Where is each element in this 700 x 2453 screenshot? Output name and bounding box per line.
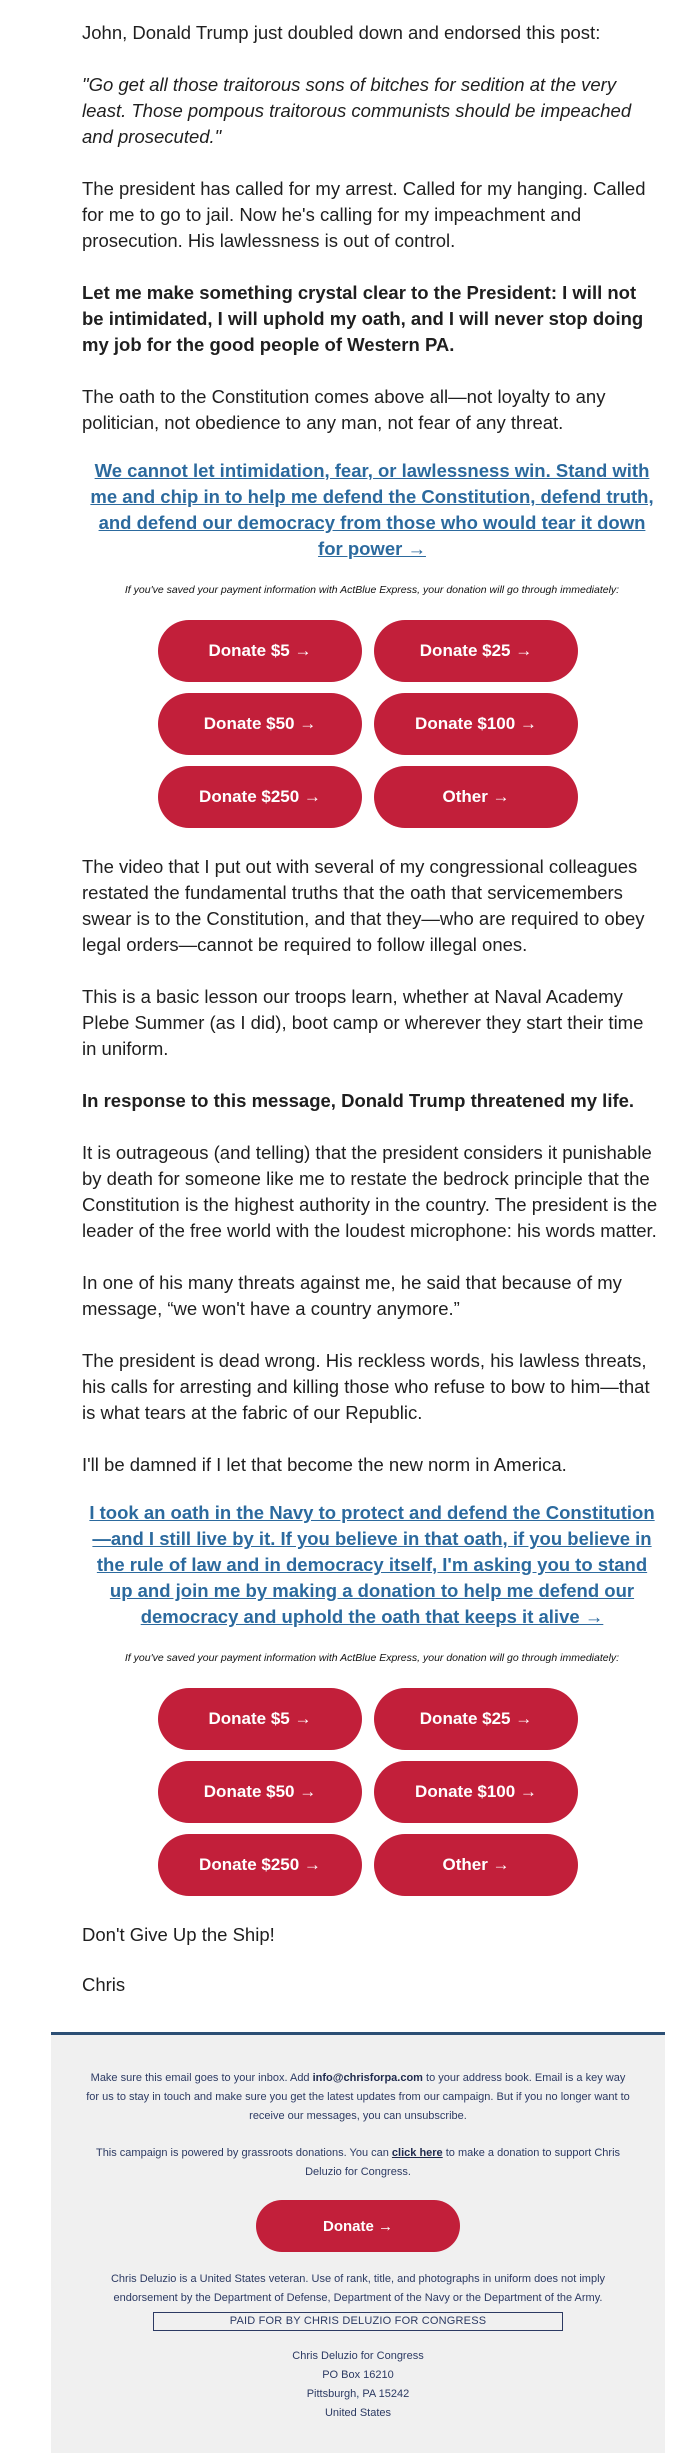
address-country: United States	[324, 2407, 392, 2419]
veteran-disclaimer: Chris Deluzio is a United States veteran. Use of rank, title, and photographs in uniform does not imply endorsement by the Department of Defense, Department of the Navy or the Department of the Army.	[110, 2273, 606, 2304]
grassroots-text-post: to make a donation to support Chris Deluzio for Congress.	[305, 2147, 621, 2178]
actblue-express-note-2: If you've saved your payment information with ActBlue Express, your donation will go through immediately:	[124, 1652, 620, 1664]
click-here-link[interactable]: click here	[391, 2147, 443, 2159]
grassroots-notice	[85, 2144, 631, 2182]
donate-100-button[interactable]: Donate $100 →	[374, 1761, 578, 1823]
paragraph-video: The video that I put out with several of my congressional colleagues restated the fundamental truths that the oath that servicemembers swear is to the Constitution, and that they—who are required to obey legal orders—cannot be required to follow illegal ones.	[82, 856, 645, 955]
donate-100-button[interactable]: Donate $100 →	[374, 693, 578, 755]
paragraph-arrest: The president has called for my arrest. Called for my hanging. Called for me to go to jail. Now he's calling for my impeachment and prosecution. His lawlessness is out of control.	[82, 178, 646, 251]
paragraph-new-norm: I'll be damned if I let that become the new norm in America.	[82, 1454, 567, 1475]
quote-paragraph: "Go get all those traitorous sons of bitches for sedition at the very least. Those pompous traitorous communists should be impeached and prosecuted."	[82, 74, 632, 147]
paid-for-box: PAID FOR BY CHRIS DELUZIO FOR CONGRESS	[153, 2312, 563, 2331]
donate-button-grid	[82, 620, 662, 828]
address-street: PO Box 16210	[322, 2369, 394, 2381]
address-name: Chris Deluzio for Congress	[292, 2350, 424, 2362]
donate-5-button[interactable]: Donate $5 →	[158, 1688, 362, 1750]
donate-5-button[interactable]: Donate $5 →	[158, 620, 362, 682]
inbox-text-pre: Make sure this email goes to your inbox. Add	[90, 2072, 313, 2084]
paragraph-many-threats: In one of his many threats against me, he said that because of my message, “we won't have a country anymore.”	[82, 1272, 622, 1319]
donate-other-button[interactable]: Other →	[374, 1834, 578, 1896]
mailing-address	[85, 2347, 631, 2423]
message-content	[82, 0, 662, 1998]
intro-paragraph: John, Donald Trump just doubled down and endorsed this post:	[82, 22, 601, 43]
footer-donate-button[interactable]: Donate →	[256, 2200, 460, 2252]
paragraph-basic-lesson: This is a basic lesson our troops learn, whether at Naval Academy Plebe Summer (as I did), boot camp or wherever they start their time in uniform.	[82, 986, 644, 1059]
inbox-notice	[85, 2069, 631, 2126]
paragraph-outrageous: It is outrageous (and telling) that the president considers it punishable by death for someone like me to restate the bedrock principle that the Constitution is the highest authority in the country. The president is the leader of the free world with the loudest microphone: his words matter.	[82, 1142, 658, 1241]
paragraph-oath: The oath to the Constitution comes above all—not loyalty to any politician, not obedience to any man, not fear of any threat.	[82, 386, 606, 433]
donate-250-button[interactable]: Donate $250 →	[158, 766, 362, 828]
donate-other-button[interactable]: Other →	[374, 766, 578, 828]
paragraph-threatened: In response to this message, Donald Trump threatened my life.	[82, 1090, 635, 1111]
address-city: Pittsburgh, PA 15242	[306, 2388, 410, 2400]
donate-button-grid-2	[82, 1688, 662, 1896]
donate-25-button[interactable]: Donate $25 →	[374, 1688, 578, 1750]
donate-50-button[interactable]: Donate $50 →	[158, 693, 362, 755]
inbox-text-post: to your address book. Email is a key way for us to stay in touch and make sure you get the latest updates from our campaign. But if you no longer want to receive our messages, you can unsubscribe.	[86, 2072, 630, 2122]
signature: Chris	[82, 1974, 126, 1995]
grassroots-text-pre: This campaign is powered by grassroots donations. You can	[95, 2147, 392, 2159]
actblue-express-note: If you've saved your payment information with ActBlue Express, your donation will go through immediately:	[124, 584, 620, 596]
paragraph-dead-wrong: The president is dead wrong. His reckless words, his lawless threats, his calls for arresting and killing those who refuse to bow to him—that is what tears at the fabric of our Republic.	[82, 1350, 650, 1423]
closing-line: Don't Give Up the Ship!	[82, 1924, 275, 1945]
cta-link-defend-constitution[interactable]: We cannot let intimidation, fear, or lawlessness win. Stand with me and chip in to help me defend the Constitution, defend truth, and defend our democracy from those who would tear it down for power →	[90, 460, 654, 559]
cta-link-navy-oath[interactable]: I took an oath in the Navy to protect and defend the Constitution—and I still live by it. If you believe in that oath, if you believe in the rule of law and in democracy itself, I'm asking you to stand up and join me by making a donation to help me defend our democracy and uphold the oath that keeps it alive →	[89, 1502, 655, 1627]
paragraph-crystal-clear: Let me make something crystal clear to the President: I will not be intimidated, I will uphold my oath, and I will never stop doing my job for the good people of Western PA.	[82, 282, 644, 355]
donate-50-button[interactable]: Donate $50 →	[158, 1761, 362, 1823]
inbox-email: info@chrisforpa.com	[312, 2072, 423, 2084]
donate-250-button[interactable]: Donate $250 →	[158, 1834, 362, 1896]
donate-25-button[interactable]: Donate $25 →	[374, 620, 578, 682]
